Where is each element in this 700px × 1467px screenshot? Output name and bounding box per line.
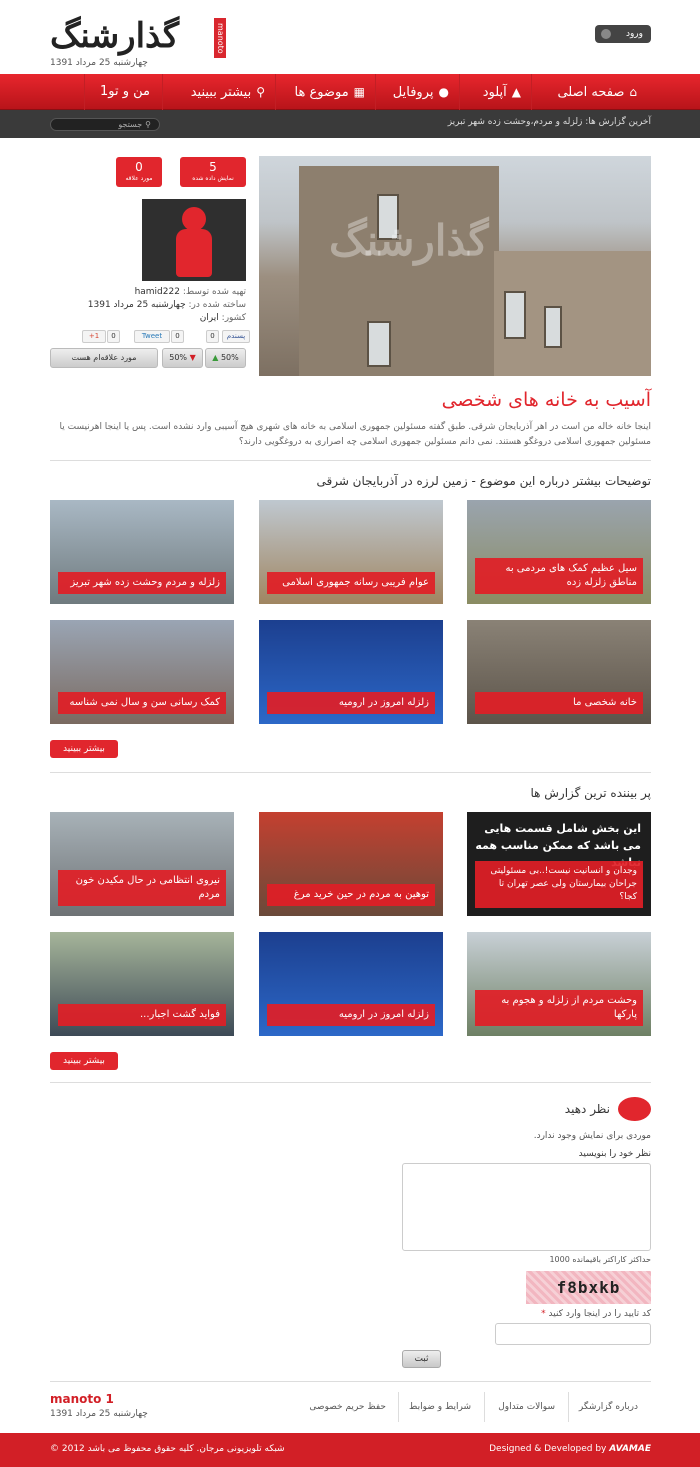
window	[544, 306, 562, 348]
submit-button[interactable]: ثبت	[402, 1350, 441, 1368]
views-stat	[180, 157, 246, 187]
tweet-count: 0	[171, 330, 184, 343]
calendar-icon: ▦	[353, 85, 365, 99]
related-item[interactable]	[259, 620, 443, 724]
captcha-image: f8bxkb	[526, 1271, 651, 1304]
popular-item[interactable]	[259, 932, 443, 1036]
captcha-label-text: کد تایید را در اینجا وارد کنید	[548, 1309, 651, 1319]
divider	[50, 1082, 651, 1083]
nav-topics[interactable]	[275, 74, 375, 110]
nav-see-more[interactable]	[162, 74, 275, 110]
related-item[interactable]	[259, 500, 443, 604]
views-count: 5	[209, 160, 217, 174]
facebook-like-button[interactable]: پسندم	[222, 330, 250, 343]
popular-caption: فواید گشت اجبار...	[58, 1004, 226, 1026]
popular-item[interactable]	[50, 812, 234, 916]
popular-more-button[interactable]: بیشتر ببینید	[50, 1052, 118, 1070]
nav-upload-label: آپلود	[482, 85, 507, 100]
related-more-button[interactable]: بیشتر ببینید	[50, 740, 118, 758]
uploaded-by-label: تهیه شده توسط:	[182, 287, 246, 297]
comments-title: نظر دهید	[564, 1102, 610, 1116]
created-value: چهارشنبه 25 مرداد 1391	[87, 300, 186, 310]
popular-caption: توهین به مردم در حین خرید مرغ	[267, 884, 435, 906]
window	[504, 291, 526, 339]
country-label: کشور:	[221, 313, 246, 323]
uploaded-by-user[interactable]: hamid222	[134, 287, 180, 297]
related-caption: زلزله امروز در ارومیه	[267, 692, 435, 714]
related-item[interactable]	[467, 620, 651, 724]
like-count: 0	[206, 330, 219, 343]
comment-label: نظر خود را بنویسید	[578, 1149, 651, 1159]
user-icon: ●	[438, 85, 449, 99]
search-input[interactable]	[50, 118, 160, 131]
popular-title: پر بیننده ترین گزارش ها	[530, 786, 651, 800]
search-icon: ⚲	[256, 85, 265, 99]
popular-item[interactable]	[50, 932, 234, 1036]
related-title: توضیحات بیشتر درباره این موضوع - زمین لرزه در آذربایجان شرقی	[316, 474, 651, 488]
thumb-down-icon: ▼	[189, 353, 196, 362]
add-favorite-button[interactable]: مورد علاقه‌ام هست	[50, 348, 158, 368]
nav-manoto[interactable]	[84, 74, 162, 110]
nav-home-label: صفحه اصلی	[557, 85, 625, 100]
content-warning: این بخش شامل قسمت هایی می باشد که ممکن مناسب همه	[475, 822, 641, 852]
footer-link-privacy[interactable]: حفظ حریم خصوصی	[309, 1402, 386, 1412]
footer-date: چهارشنبه 25 مرداد 1391	[50, 1409, 148, 1419]
favorites-stat	[116, 157, 162, 187]
thumb-up-icon: ▲	[212, 353, 219, 362]
comment-icon	[618, 1097, 651, 1121]
login-label: ورود	[625, 29, 643, 39]
nav-profile[interactable]	[375, 74, 459, 110]
footer-separator	[484, 1392, 485, 1422]
logo-text: گذارشنگ	[50, 16, 180, 56]
favorites-label: مورد علاقه	[125, 175, 153, 182]
search-icon: ⚲	[145, 120, 151, 129]
popular-caption: نیروی انتظامی در حال مکیدن خون مردم	[58, 870, 226, 906]
popular-item[interactable]	[467, 812, 651, 916]
related-item[interactable]	[50, 620, 234, 724]
nav-home[interactable]	[531, 74, 651, 110]
window	[367, 321, 391, 367]
created-date	[88, 300, 246, 310]
site-logo[interactable]	[50, 16, 226, 60]
main-navigation	[0, 74, 700, 110]
comment-textarea[interactable]	[402, 1163, 651, 1251]
upload-icon: ▲	[511, 85, 521, 99]
search-placeholder: جستجو	[118, 120, 143, 129]
related-caption: عوام فریبی رسانه جمهوری اسلامی	[267, 572, 435, 594]
vote-down-button[interactable]	[162, 348, 203, 368]
divider	[50, 1381, 651, 1382]
user-icon	[182, 207, 206, 231]
captcha-label	[541, 1309, 651, 1319]
footer-logo[interactable]: manoto 1	[50, 1392, 114, 1406]
report-title: آسیب به خانه های شخصی	[441, 389, 651, 411]
related-caption: سیل عظیم کمک های مردمی به مناطق زلزله زده	[475, 558, 643, 594]
login-button[interactable]	[595, 25, 651, 43]
vote-down-percent: 50%	[169, 353, 188, 362]
related-caption: کمک رسانی سن و سال نمی شناسه	[58, 692, 226, 714]
header-date: چهارشنبه 25 مرداد 1391	[50, 58, 148, 68]
credit-brand: AVAMAE	[609, 1444, 651, 1454]
footer-separator	[398, 1392, 399, 1422]
related-item[interactable]	[50, 500, 234, 604]
footer-link-about[interactable]: درباره گزارشگر	[578, 1402, 638, 1412]
report-image[interactable]	[259, 156, 651, 376]
popular-caption: وجدان و انسانیت نیست!..بی مسئولیتی جراحان بیمارستان ولی عصر تهران تا کجا؟	[475, 861, 643, 908]
nav-topics-label: موضوع ها	[294, 85, 349, 100]
comments-empty: موردی برای نمایش وجود ندارد.	[533, 1131, 651, 1141]
vote-up-percent: 50%	[220, 353, 239, 362]
plusone-count: 0	[107, 330, 120, 343]
favorites-count: 0	[135, 160, 143, 174]
popular-caption: زلزله امروز در ارومیه	[267, 1004, 435, 1026]
required-marker: *	[541, 1309, 546, 1319]
tweet-button[interactable]: Tweet	[134, 330, 170, 343]
related-caption: خانه شخصی ما	[475, 692, 643, 714]
footer-link-terms[interactable]: شرایط و ضوابط	[409, 1402, 471, 1412]
nav-manoto-label: من و تو1	[99, 84, 150, 99]
nav-see-more-label: بیشتر ببینید	[190, 85, 252, 100]
building-shape	[299, 166, 499, 376]
divider	[50, 460, 651, 461]
country	[200, 313, 246, 323]
views-label: نمایش داده شده	[192, 175, 234, 182]
twitter-icon[interactable]: t	[537, 27, 543, 41]
facebook-icon[interactable]: f	[491, 27, 497, 41]
home-icon: ⌂	[629, 85, 637, 99]
latest-text[interactable]: زلزله و مردم،وحشت زده شهر تبریز	[447, 117, 583, 127]
copyright: شبکه تلویزیونی مرجان. کلیه حقوق محفوظ می باشد 2012 ©	[50, 1444, 285, 1454]
popular-item[interactable]	[259, 812, 443, 916]
user-icon-body	[176, 229, 212, 277]
popular-caption: وحشت مردم از زلزله و هجوم به پارکها	[475, 990, 643, 1026]
report-description: اینجا خانه خاله من است در اهر آذربایجان شرقی. طبق گفته مسئولین جمهوری اسلامی به خانه های شهری هیچ آسیبی وارد نشده است. پس یا اینجا اهرنیست یا مسئولین جمهوری اسلامی دروغگو هستند. نمی دانم مسئولین جمهوری اسلامی چه اصراری به دروغگویی دارند؟	[59, 422, 651, 447]
google-plusone-button[interactable]: +1	[82, 330, 106, 343]
footer-link-faq[interactable]: سوالات متداول	[498, 1402, 555, 1412]
credit-prefix: Designed & Developed by	[489, 1444, 607, 1454]
created-label: ساخته شده در:	[188, 300, 246, 310]
watermark: گذارشنگ	[329, 216, 489, 265]
uploaded-by	[135, 287, 246, 297]
nav-profile-label: پروفایل	[392, 85, 434, 100]
country-value: ایران	[199, 313, 219, 323]
footer-separator	[568, 1392, 569, 1422]
google-plus-icon[interactable]: g+	[507, 27, 527, 41]
latest-label: آخرین گزارش ها:	[585, 117, 651, 127]
manoto-badge: manoto	[214, 18, 226, 58]
captcha-input[interactable]	[495, 1323, 651, 1345]
popular-item[interactable]	[467, 932, 651, 1036]
latest-reports[interactable]	[448, 117, 651, 127]
divider	[50, 772, 651, 773]
nav-upload[interactable]	[459, 74, 531, 110]
related-item[interactable]	[467, 500, 651, 604]
related-caption: زلزله و مردم وحشت زده شهر تبریز	[58, 572, 226, 594]
vote-up-button[interactable]	[205, 348, 246, 368]
avatar[interactable]	[142, 199, 246, 281]
credit[interactable]	[489, 1444, 651, 1454]
chars-remaining: حداکثر کاراکتر باقیمانده 1000	[549, 1255, 651, 1264]
login-icon	[601, 29, 611, 39]
